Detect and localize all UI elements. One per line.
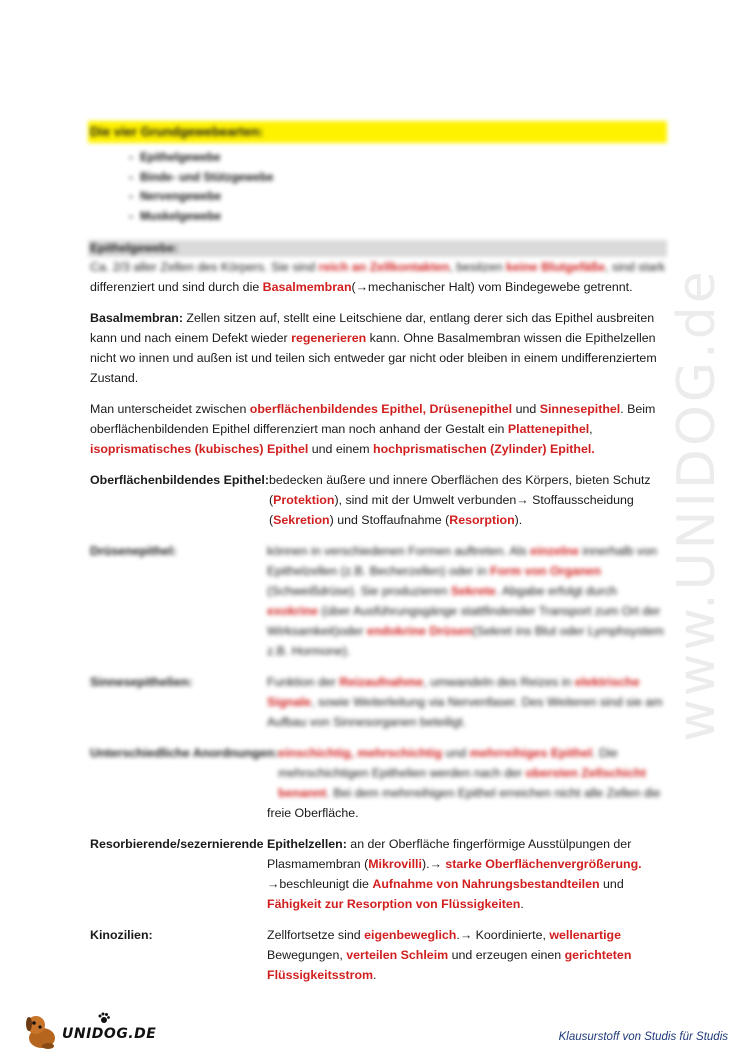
list-item: - Nervengewebe: [129, 191, 222, 204]
sinnes-row: Sinnesepithelien: Funktion der Reizaufnahme, umwandeln des Reizes in elektrische Signale, sowie Weiterleitung via Nervenfaser. Des Weiteren sind sie am Aufbau von Sinnesorganen beteiligt.: [90, 675, 663, 730]
list-item: - Binde- und Stützgewebe: [129, 171, 274, 184]
epithel-heading: Epithelgewebe:: [88, 240, 667, 257]
watermark-text: www.UNIDOG.de: [667, 268, 727, 742]
watermark: [662, 268, 732, 742]
paw-icon: [98, 1012, 110, 1024]
list-item: - Muskelgewebe: [129, 210, 222, 223]
tissue-type-list: [90, 149, 665, 227]
druesen-row: Drüsenepithel: können in verschiedenen Formen auftreten. Als einzelne innerhalb von Epithelzellen (z.B. Becherzellen) oder in Form von Organen (Schweißdrüse). Sie produzieren Sekrete. Abgabe erfolgt durch exokrine (über Ausführungsgänge stattfindender Transport zum Ort der Wirksamkeit)oder endokrine Drüsen(Sekret ins Blut oder Lymphsystem z.B. Hormone).: [90, 544, 664, 659]
dog-icon: [22, 1012, 62, 1052]
logo-text: UNIDOG.DE: [62, 1026, 157, 1042]
types-paragraph: Man unterscheidet zwischen oberflächenbildendes Epithel, Drüsenepithel und Sinnesepithel. Beim oberflächenbildenden Epithel differenziert man noch anhand der Gestalt ein Plattenepithel, isoprismatisches (kubisches) Epithel und einem hochprismatischen (Zylinder) Epithel.: [90, 402, 656, 457]
basal-paragraph: Basalmembran: Zellen sitzen auf, stellt eine Leitschiene dar, entlang derer sich das Epithel ausbreiten kann und nach einem Defekt wieder regenerieren kann. Ohne Basalmembran wissen die Epithelzellen nicht wo innen und außen ist und teilen sich entweder gar nicht oder bleiben in einem undifferenziertem Zustand.: [90, 311, 657, 386]
list-item: - Epithelgewebe: [129, 152, 221, 164]
surface-epithel-row: Oberflächenbildendes Epithel: bedecken äußere und innere Oberflächen des Körpers, bieten Schutz (Protektion), sind mit der Umwelt verbunden→ Stoffausscheidung (Sekretion) und Stoffaufnahme (Resorption).: [90, 473, 651, 528]
section-title: Die vier Grundgewebearten:: [88, 121, 667, 143]
resorb-block: Resorbierende/sezernierende Epithelzellen: an der Oberfläche fingerförmige Ausstülpungen der Plasmamembran (Mikrovilli).→ starke Oberflächenvergrößerung. →beschleunigt die Aufnahme von Nahrungsbestandteilen und Fähigkeit zur Resorption von Flüssigkeiten.: [90, 837, 642, 912]
footer-slogan: Klausurstoff von Studis für Studis: [558, 1031, 728, 1043]
unidog-logo: [22, 1010, 157, 1052]
anordnungen-block: Unterschiedliche Anordnungen: einschichtig, mehrschichtig und mehrreihiges Epithel. Die mehrschichtigen Epithelien werden nach der obersten Zellschicht benannt. Bei dem mehrreihigen Epithel erreichen nicht alle Zellen die freie Oberfläche.: [90, 746, 661, 821]
epithel-intro: Ca. 2/3 aller Zellen des Körpers. Sie sind reich an Zellkontakten, besitzen keine Blutgefäße, sind stark: [90, 260, 666, 275]
kinozilien-row: Kinozilien: Zellfortsetze sind eigenbeweglich.→ Koordinierte, wellenartige Bewegungen, verteilen Schleim und erzeugen einen gerichteten Flüssigkeitsstrom.: [90, 928, 632, 983]
epithel-intro-2: differenziert und sind durch die Basalmembran(→mechanischer Halt) vom Bindegewebe getrennt.: [90, 280, 633, 295]
document-content: [90, 121, 665, 985]
